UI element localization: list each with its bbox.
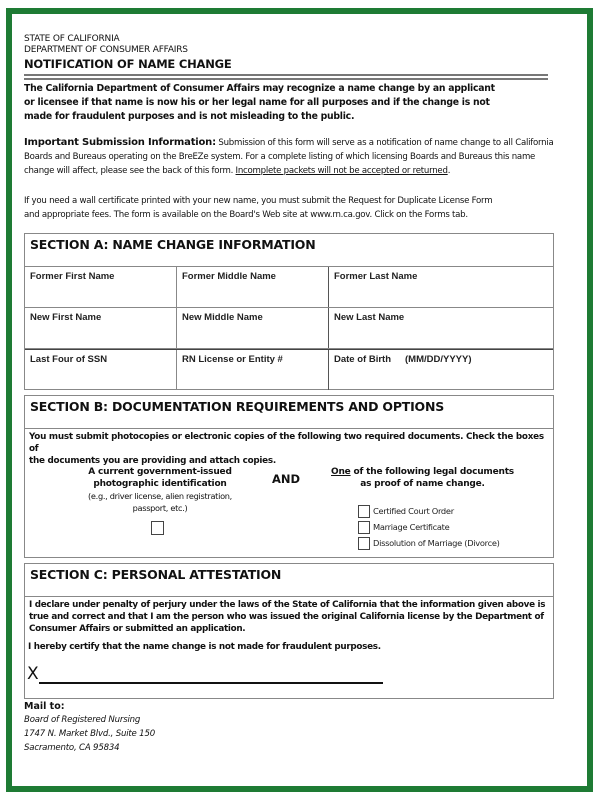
submission-text: Submission of this form will serve as a notification of name change to all California <box>215 138 554 148</box>
photo-id-requirement <box>60 466 260 514</box>
certificate-note <box>24 194 569 222</box>
marriage-certificate-checkbox[interactable] <box>358 521 370 534</box>
table-row <box>25 308 553 349</box>
mail-heading: Mail to: <box>24 701 65 712</box>
legal-document-requirement <box>320 466 525 490</box>
section-b-title: SECTION B: DOCUMENTATION REQUIREMENTS AND OPTIONS <box>25 396 553 429</box>
submission-paragraph <box>24 136 569 178</box>
option-label: Dissolution of Marriage (Divorce) <box>373 538 500 548</box>
option-label: Marriage Certificate <box>373 522 450 532</box>
and-label: AND <box>272 472 301 486</box>
dob-label: Date of Birth <box>334 354 391 365</box>
submission-text: change will affect, please see the back of this form. <box>24 166 236 176</box>
attestation-statement <box>25 597 553 635</box>
date-of-birth-field[interactable] <box>329 350 553 390</box>
title-rule-top <box>24 74 548 76</box>
certificate-note-line: If you need a wall certificate printed with your new name, you must submit the Request for Duplicate License Form <box>24 196 493 206</box>
intro-line: The California Department of Consumer Affairs may recognize a name change by an applicant <box>24 83 495 94</box>
section-c <box>24 563 554 699</box>
signature-mark: X <box>27 664 39 684</box>
certification-statement: I hereby certify that the name change is not made for fraudulent purposes. <box>28 642 381 652</box>
certificate-note-line: and appropriate fees. The form is available on the Board's Web site at www.rn.ca.gov. Click on the Forms tab. <box>24 210 468 220</box>
option-label: Certified Court Order <box>373 506 454 516</box>
new-last-name-field[interactable]: New Last Name <box>334 312 405 323</box>
legal-doc-title: of the following legal documents <box>350 467 514 477</box>
photo-id-checkbox[interactable] <box>151 521 164 535</box>
one-emphasis: One <box>331 467 351 477</box>
section-c-title: SECTION C: PERSONAL ATTESTATION <box>25 564 553 597</box>
license-number-field[interactable]: RN License or Entity # <box>177 350 329 390</box>
title-rule-bottom <box>24 78 548 80</box>
former-first-name-field[interactable]: Former First Name <box>25 267 177 307</box>
option-certified-court-order[interactable] <box>358 503 500 519</box>
attestation-line: I declare under penalty of perjury under the laws of the State of California that the information given above is <box>29 600 546 610</box>
instructions-line: You must submit photocopies or electronic copies of the following two required documents. Check the boxes of <box>29 432 544 454</box>
intro-line: or licensee if that name is now his or her legal name for all purposes and if the change is not <box>24 97 490 108</box>
address-line: Board of Registered Nursing <box>24 715 141 725</box>
address-line: 1747 N. Market Blvd., Suite 150 <box>24 729 155 739</box>
legal-doc-title: as proof of name change. <box>360 479 485 489</box>
table-row <box>25 267 553 308</box>
section-b-instructions <box>25 429 553 467</box>
submission-label: Important Submission Information: <box>24 137 216 148</box>
page-title: NOTIFICATION OF NAME CHANGE <box>24 57 232 71</box>
new-middle-name-field[interactable]: New Middle Name <box>177 308 329 348</box>
photo-id-title: photographic identification <box>93 479 227 489</box>
ssn-last-four-field[interactable]: Last Four of SSN <box>25 350 177 390</box>
photo-id-examples: (e.g., driver license, alien registration, <box>88 491 232 501</box>
signature-line[interactable] <box>39 682 383 684</box>
instructions-line: the documents you are providing and attach copies. <box>29 456 276 466</box>
address-line: Sacramento, CA 95834 <box>24 743 120 753</box>
dob-format: (MM/DD/YYYY) <box>405 354 472 365</box>
table-row <box>25 349 553 390</box>
photo-id-examples: passport, etc.) <box>132 503 188 513</box>
photo-id-title: A current government-issued <box>88 467 232 477</box>
section-a <box>24 233 554 390</box>
court-order-checkbox[interactable] <box>358 505 370 518</box>
header-department: DEPARTMENT OF CONSUMER AFFAIRS <box>24 45 188 55</box>
option-dissolution-of-marriage[interactable] <box>358 535 500 551</box>
section-a-title: SECTION A: NAME CHANGE INFORMATION <box>25 234 553 267</box>
former-last-name-field[interactable]: Former Last Name <box>334 271 418 282</box>
attestation-line: true and correct and that I am the person who was issued the original California license by the Department of <box>29 612 544 622</box>
intro-paragraph <box>24 82 554 124</box>
divorce-checkbox[interactable] <box>358 537 370 550</box>
option-marriage-certificate[interactable] <box>358 519 500 535</box>
new-first-name-field[interactable]: New First Name <box>25 308 177 348</box>
attestation-line: Consumer Affairs or submitted an application. <box>29 624 246 634</box>
intro-line: made for fraudulent purposes and is not misleading to the public. <box>24 111 355 122</box>
header-state: STATE OF CALIFORNIA <box>24 34 120 44</box>
mailing-address <box>24 713 155 755</box>
legal-document-options <box>358 503 500 551</box>
submission-warning-end: . <box>447 166 451 176</box>
submission-text: Boards and Bureaus operating on the BreEZe system. For a complete listing of which licensing Boards and Bureaus this name <box>24 152 536 162</box>
submission-warning: Incomplete packets will not be accepted or returned <box>235 166 448 176</box>
former-middle-name-field[interactable]: Former Middle Name <box>177 267 329 307</box>
